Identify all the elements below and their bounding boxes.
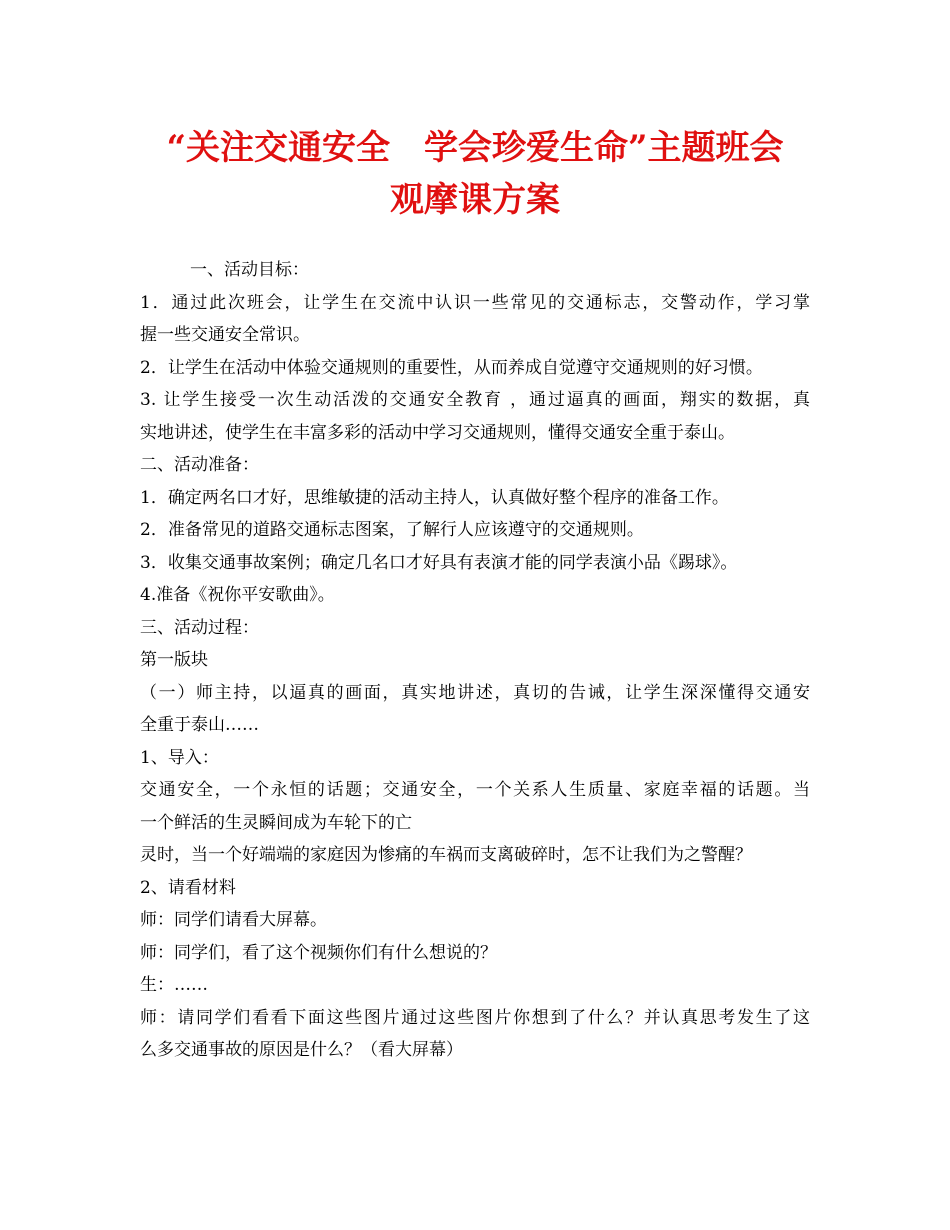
document-title-line-2: 观摩课方案 — [390, 180, 560, 220]
paragraph-line: 1．通过此次班会，让学生在交流中认识一些常见的交通标志，交警动作，学习掌 — [140, 292, 810, 313]
paragraph-line: 师：同学们请看大屏幕。 — [140, 910, 327, 930]
section-heading-process: 三、活动过程： — [140, 617, 259, 638]
paragraph-line: 2．准备常见的道路交通标志图案，了解行人应该遵守的交通规则。 — [140, 520, 644, 540]
paragraph-line: 师：请同学们看看下面这些图片通过这些图片你想到了什么？并认真思考发生了这 — [140, 1007, 810, 1028]
paragraph-line: 么多交通事故的原因是什么？（看大屏幕） — [140, 1040, 463, 1060]
paragraph-line: 一个鲜活的生灵瞬间成为车轮下的亡 — [140, 812, 412, 833]
paragraph-line: 1．确定两名口才好，思维敏捷的活动主持人，认真做好整个程序的准备工作。 — [140, 487, 729, 508]
paragraph-line: 3. 让学生接受一次生动活泼的交通安全教育 ，通过逼真的画面，翔实的数据，真 — [140, 390, 810, 410]
paragraph-line: 交通安全，一个永恒的话题；交通安全，一个关系人生质量、家庭幸福的话题。当 — [140, 780, 810, 800]
paragraph-line: 1、导入： — [140, 747, 219, 768]
subsection-heading: 第一版块 — [140, 650, 208, 670]
paragraph-line: 4.准备《祝你平安歌曲》。 — [140, 585, 335, 605]
paragraph-line: 灵时，当一个好端端的家庭因为惨痛的车祸而支离破碎时，怎不让我们为之警醒？ — [140, 845, 752, 865]
paragraph-line: 实地讲述，使学生在丰富多彩的活动中学习交通规则，懂得交通安全重于泰山。 — [140, 422, 735, 443]
section-heading-goals: 一、活动目标： — [190, 260, 309, 280]
paragraph-line: 握一些交通安全常识。 — [140, 325, 310, 345]
paragraph-line: （一）师主持，以逼真的画面，真实地讲述，真切的告诫，让学生深深懂得交通安 — [140, 682, 810, 703]
paragraph-line: 2、请看材料 — [140, 877, 236, 898]
paragraph-line: 全重于泰山…… — [140, 715, 259, 735]
paragraph-line: 生：…… — [140, 975, 208, 995]
section-heading-preparation: 二、活动准备： — [140, 455, 259, 475]
document-body — [140, 254, 810, 1067]
document-title-line-1: “关注交通安全 学会珍爱生命”主题班会 — [166, 128, 784, 168]
paragraph-line: 师：同学们，看了这个视频你们有什么想说的？ — [140, 942, 497, 963]
paragraph-line: 2．让学生在活动中体验交通规则的重要性，从而养成自觉遵守交通规则的好习惯。 — [140, 357, 763, 378]
paragraph-line: 3．收集交通事故案例；确定几名口才好具有表演才能的同学表演小品《踢球》。 — [140, 552, 738, 573]
